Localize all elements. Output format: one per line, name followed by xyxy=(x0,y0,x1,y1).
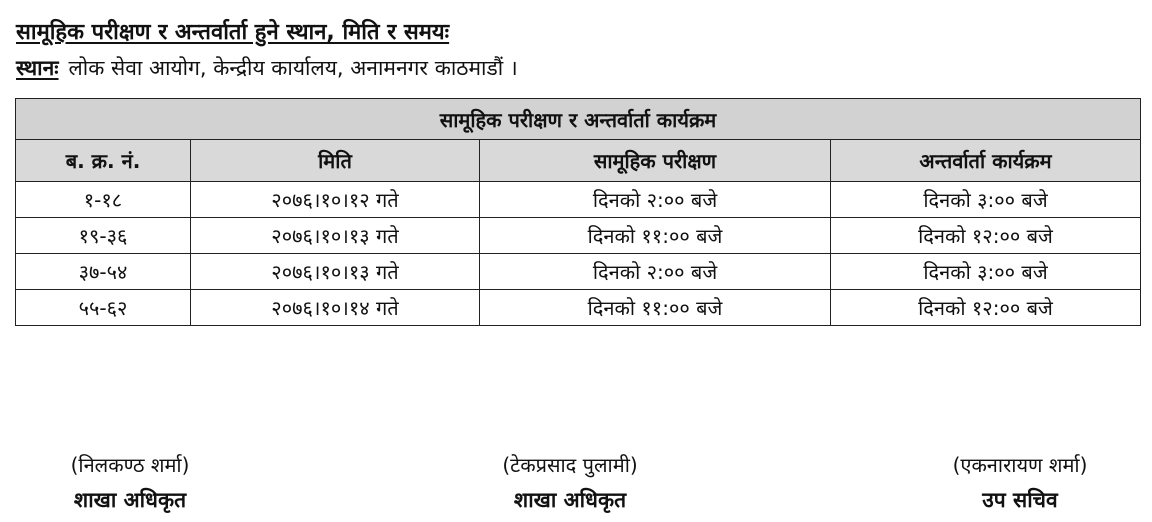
header-date: मिति xyxy=(191,140,480,182)
signatory-name: (निलकण्ठ शर्मा) xyxy=(70,453,190,477)
signatory-name: (टेकप्रसाद पुलामी) xyxy=(502,453,638,477)
venue-value: लोक सेवा आयोग, केन्द्रीय कार्यालय, अनामनगर काठमाडौं । xyxy=(68,56,518,80)
cell-interview: दिनको १२:०० बजे xyxy=(831,218,1141,254)
cell-group-test: दिनको २:०० बजे xyxy=(480,182,831,218)
cell-group-test: दिनको ११:०० बजे xyxy=(480,218,831,254)
table-header-row xyxy=(16,140,1141,182)
cell-interview: दिनको १२:०० बजे xyxy=(831,290,1141,326)
venue-line xyxy=(16,54,518,82)
cell-date: २०७६।१०।१४ गते xyxy=(191,290,480,326)
cell-group-test: दिनको ११:०० बजे xyxy=(480,290,831,326)
cell-date: २०७६।१०।१३ गते xyxy=(191,254,480,290)
header-group-test: सामूहिक परीक्षण xyxy=(480,140,831,182)
cell-date: २०७६।१०।१३ गते xyxy=(191,218,480,254)
cell-serial: १-१८ xyxy=(16,182,191,218)
signatory-designation: उप सचिव xyxy=(982,488,1058,512)
cell-serial: ३७-५४ xyxy=(16,254,191,290)
table-title-row xyxy=(16,99,1141,140)
cell-date: २०७६।१०।१२ गते xyxy=(191,182,480,218)
signatory-1 xyxy=(30,452,230,514)
cell-serial: ५५-६२ xyxy=(16,290,191,326)
signatory-2 xyxy=(460,452,680,514)
signatory-designation: शाखा अधिकृत xyxy=(513,488,627,512)
table-row xyxy=(16,182,1141,218)
header-interview: अन्तर्वार्ता कार्यक्रम xyxy=(831,140,1141,182)
cell-interview: दिनको ३:०० बजे xyxy=(831,182,1141,218)
table-row xyxy=(16,290,1141,326)
cell-group-test: दिनको २:०० बजे xyxy=(480,254,831,290)
signatory-3 xyxy=(915,452,1125,514)
table-row xyxy=(16,254,1141,290)
venue-label: स्थानः xyxy=(16,56,59,80)
signatory-designation: शाखा अधिकृत xyxy=(73,488,187,512)
cell-serial: १९-३६ xyxy=(16,218,191,254)
schedule-table xyxy=(15,98,1141,326)
table-title: सामूहिक परीक्षण र अन्तर्वार्ता कार्यक्रम xyxy=(16,99,1141,140)
section-heading: सामूहिक परीक्षण र अन्तर्वार्ता हुने स्थान, मिति र समयः xyxy=(16,20,450,45)
cell-interview: दिनको ३:०० बजे xyxy=(831,254,1141,290)
signatory-name: (एकनारायण शर्मा) xyxy=(952,453,1088,477)
header-serial: ब. क्र. नं. xyxy=(16,140,191,182)
table-row xyxy=(16,218,1141,254)
